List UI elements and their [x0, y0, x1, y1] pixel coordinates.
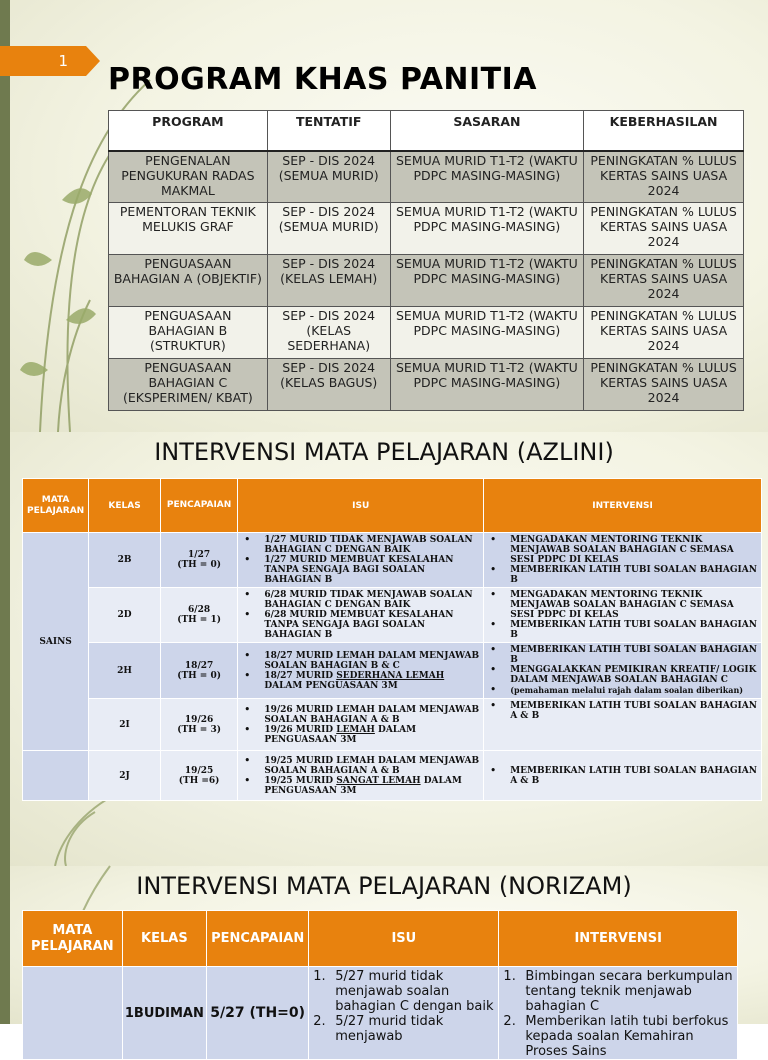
pencapaian-th: (TH = 1): [177, 615, 221, 625]
cell-tentatif: SEP - DIS 2024 (SEMUA MURID): [267, 151, 390, 203]
cell-kelas: 2I: [89, 699, 161, 751]
header-intervensi: INTERVENSI: [499, 911, 738, 967]
cell-intervensi: [484, 699, 762, 751]
cell-pencapaian: [160, 699, 237, 751]
cell-subject: SAINS: [23, 533, 89, 751]
table-row: [109, 307, 744, 359]
cell-tentatif: SEP - DIS 2024 (KELAS BAGUS): [267, 359, 390, 411]
cell-program: PENGUASAAN BAHAGIAN B (STRUKTUR): [109, 307, 268, 359]
cell-keberhasilan: PENINGKATAN % LULUS KERTAS SAINS UASA 2024: [584, 255, 744, 307]
cell-sasaran: SEMUA MURID T1-T2 (WAKTU PDPC MASING-MASING): [390, 359, 584, 411]
table-row: [23, 643, 762, 699]
table-row: [23, 751, 762, 801]
cell-keberhasilan: PENINGKATAN % LULUS KERTAS SAINS UASA 2024: [584, 151, 744, 203]
cell-kelas: 2D: [89, 588, 161, 643]
cell-isu: [238, 699, 484, 751]
pencapaian-th: (TH = 3): [177, 724, 221, 735]
slide-number: 1: [58, 52, 68, 70]
list-item: • 19/26 MURID LEMAH DALAM PENGUASAAN 3M: [240, 725, 479, 745]
cell-isu: [238, 533, 484, 588]
pencapaian-th: (TH = 0): [177, 560, 221, 570]
header-pencapaian: PENCAPAIAN: [207, 911, 309, 967]
list-item: • MENGGALAKKAN PEMIKIRAN KREATIF/ LOGIK DALAM MENJAWAB SOALAN BAHAGIAN C: [486, 665, 757, 685]
header-pencapaian: PENCAPAIAN: [160, 479, 237, 533]
list-item: • 6/28 MURID TIDAK MENJAWAB SOALAN BAHAGIAN C DENGAN BAIK: [240, 590, 479, 610]
cell-subject-empty: [23, 967, 123, 1060]
list-item: • 19/25 MURID SANGAT LEMAH DALAM PENGUASAAN 3M: [240, 776, 479, 796]
list-item: • 19/25 MURID LEMAH DALAM MENJAWAB SOALAN BAHAGIAN A & B: [240, 756, 479, 776]
cell-keberhasilan: PENINGKATAN % LULUS KERTAS SAINS UASA 2024: [584, 203, 744, 255]
table-row: [109, 255, 744, 307]
table-row: [23, 588, 762, 643]
list-item: • 18/27 MURID SEDERHANA LEMAH DALAM PENGUASAAN 3M: [240, 671, 479, 691]
cell-sasaran: SEMUA MURID T1-T2 (WAKTU PDPC MASING-MASING): [390, 307, 584, 359]
cell-intervensi: [484, 751, 762, 801]
cell-isu: [238, 751, 484, 801]
table-row: [109, 359, 744, 411]
cell-isu: [309, 967, 499, 1060]
pencapaian-score: 1/27: [188, 550, 211, 560]
intervensi-table-norizam: [22, 910, 738, 1060]
cell-sasaran: SEMUA MURID T1-T2 (WAKTU PDPC MASING-MASING): [390, 255, 584, 307]
list-item: • 1/27 MURID MEMBUAT KESALAHAN TANPA SENGAJA BAGI SOALAN BAHAGIAN B: [240, 555, 479, 585]
list-item: • 1/27 MURID TIDAK MENJAWAB SOALAN BAHAGIAN C DENGAN BAIK: [240, 535, 479, 555]
section-title: INTERVENSI MATA PELAJARAN (NORIZAM): [136, 872, 632, 900]
header-isu: ISU: [238, 479, 484, 533]
table-row: [109, 151, 744, 203]
slide-program-khas: [0, 0, 768, 432]
cell-sasaran: SEMUA MURID T1-T2 (WAKTU PDPC MASING-MASING): [390, 203, 584, 255]
list-item: 1. 5/27 murid tidak menjawab soalan bahagian C dengan baik: [313, 969, 494, 1014]
cell-subject-empty: [23, 751, 89, 801]
header-mata-pelajaran: MATA PELAJARAN: [23, 479, 89, 533]
pencapaian-score: 19/26: [184, 714, 214, 725]
table-row: [23, 533, 762, 588]
header-mata-pelajaran: MATA PELAJARAN: [23, 911, 123, 967]
pencapaian-score: 19/25: [184, 765, 214, 776]
header-isu: ISU: [309, 911, 499, 967]
header-intervensi: INTERVENSI: [484, 479, 762, 533]
underlined-text: LEMAH: [336, 724, 375, 735]
cell-kelas: 1BUDIMAN: [122, 967, 207, 1060]
table-row: [109, 203, 744, 255]
left-bar: [0, 432, 10, 866]
pencapaian-score: 6/28: [188, 605, 211, 615]
list-item: • MEMBERIKAN LATIH TUBI SOALAN BAHAGIAN A & B: [486, 701, 757, 721]
slide-intervensi-azlini: [0, 432, 768, 866]
cell-pencapaian: [160, 643, 237, 699]
cell-intervensi: [484, 643, 762, 699]
cell-keberhasilan: PENINGKATAN % LULUS KERTAS SAINS UASA 2024: [584, 359, 744, 411]
cell-program: PENGUASAAN BAHAGIAN C (EKSPERIMEN/ KBAT): [109, 359, 268, 411]
slide-intervensi-norizam: [0, 866, 768, 1059]
table-header-row: [23, 911, 738, 967]
list-item: • 6/28 MURID MEMBUAT KESALAHAN TANPA SENGAJA BAGI SOALAN BAHAGIAN B: [240, 610, 479, 640]
cell-tentatif: SEP - DIS 2024 (KELAS SEDERHANA): [267, 307, 390, 359]
header-kelas: KELAS: [122, 911, 207, 967]
cell-keberhasilan: PENINGKATAN % LULUS KERTAS SAINS UASA 2024: [584, 307, 744, 359]
list-item: • MENGADAKAN MENTORING TEKNIK MENJAWAB SOALAN BAHAGIAN C SEMASA SESI PDPC DI KELAS: [486, 590, 757, 620]
page-title: PROGRAM KHAS PANITIA: [108, 62, 538, 97]
pencapaian-th: (TH =6): [178, 775, 220, 786]
note: • (pemahaman melalui rajah dalam soalan diberikan): [486, 685, 757, 696]
cell-tentatif: SEP - DIS 2024 (SEMUA MURID): [267, 203, 390, 255]
table-row: [23, 967, 738, 1060]
table-header-row: [109, 111, 744, 151]
cell-kelas: 2J: [89, 751, 161, 801]
cell-isu: [238, 643, 484, 699]
table-header-row: [23, 479, 762, 533]
intervensi-table-azlini: [22, 478, 762, 801]
cell-tentatif: SEP - DIS 2024 (KELAS LEMAH): [267, 255, 390, 307]
list-item: • MEMBERIKAN LATIH TUBI SOALAN BAHAGIAN A & B: [486, 766, 757, 786]
cell-pencapaian: [160, 588, 237, 643]
cell-intervensi: [484, 533, 762, 588]
table-row: [23, 699, 762, 751]
underlined-text: SANGAT LEMAH: [336, 775, 421, 786]
list-item: 2. 5/27 murid tidak menjawab: [313, 1014, 444, 1044]
header-keberhasilan: KEBERHASILAN: [584, 111, 744, 151]
cell-pencapaian: [160, 533, 237, 588]
cell-kelas: 2B: [89, 533, 161, 588]
cell-isu: [238, 588, 484, 643]
cell-sasaran: SEMUA MURID T1-T2 (WAKTU PDPC MASING-MASING): [390, 151, 584, 203]
cell-program: PENGUASAAN BAHAGIAN A (OBJEKTIF): [109, 255, 268, 307]
cell-pencapaian: [160, 751, 237, 801]
cell-kelas: 2H: [89, 643, 161, 699]
pencapaian-th: (TH = 0): [177, 670, 221, 681]
list-item: • MEMBERIKAN LATIH TUBI SOALAN BAHAGIAN B: [486, 565, 757, 585]
header-sasaran: SASARAN: [390, 111, 584, 151]
slide-number-tag: [0, 46, 100, 76]
list-item: • MEMBERIKAN LATIH TUBI SOALAN BAHAGIAN B: [486, 645, 757, 665]
header-program: PROGRAM: [109, 111, 268, 151]
list-item: • MEMBERIKAN LATIH TUBI SOALAN BAHAGIAN B: [486, 620, 757, 640]
list-item: • 19/26 MURID LEMAH DALAM MENJAWAB SOALAN BAHAGIAN A & B: [240, 705, 479, 725]
pencapaian-score: 18/27: [184, 660, 214, 671]
list-item: • 18/27 MURID LEMAH DALAM MENJAWAB SOALAN BAHAGIAN B & C: [240, 651, 479, 671]
list-item: 1. Bimbingan secara berkumpulan tentang teknik menjawab bahagian C: [503, 969, 733, 1014]
cell-program: PEMENTORAN TEKNIK MELUKIS GRAF: [109, 203, 268, 255]
cell-pencapaian: 5/27 (TH=0): [207, 967, 309, 1060]
list-item: 2. Memberikan latih tubi berfokus kepada soalan Kemahiran Proses Sains: [503, 1014, 729, 1059]
underlined-text: SEDERHANA LEMAH: [336, 670, 445, 681]
list-item: • MENGADAKAN MENTORING TEKNIK MENJAWAB SOALAN BAHAGIAN C SEMASA SESI PDPC DI KELAS: [486, 535, 757, 565]
cell-intervensi: [484, 588, 762, 643]
program-table: [108, 110, 744, 411]
section-title: INTERVENSI MATA PELAJARAN (AZLINI): [154, 438, 614, 466]
cell-intervensi: [499, 967, 738, 1060]
header-kelas: KELAS: [89, 479, 161, 533]
header-tentatif: TENTATIF: [267, 111, 390, 151]
cell-program: PENGENALAN PENGUKURAN RADAS MAKMAL: [109, 151, 268, 203]
